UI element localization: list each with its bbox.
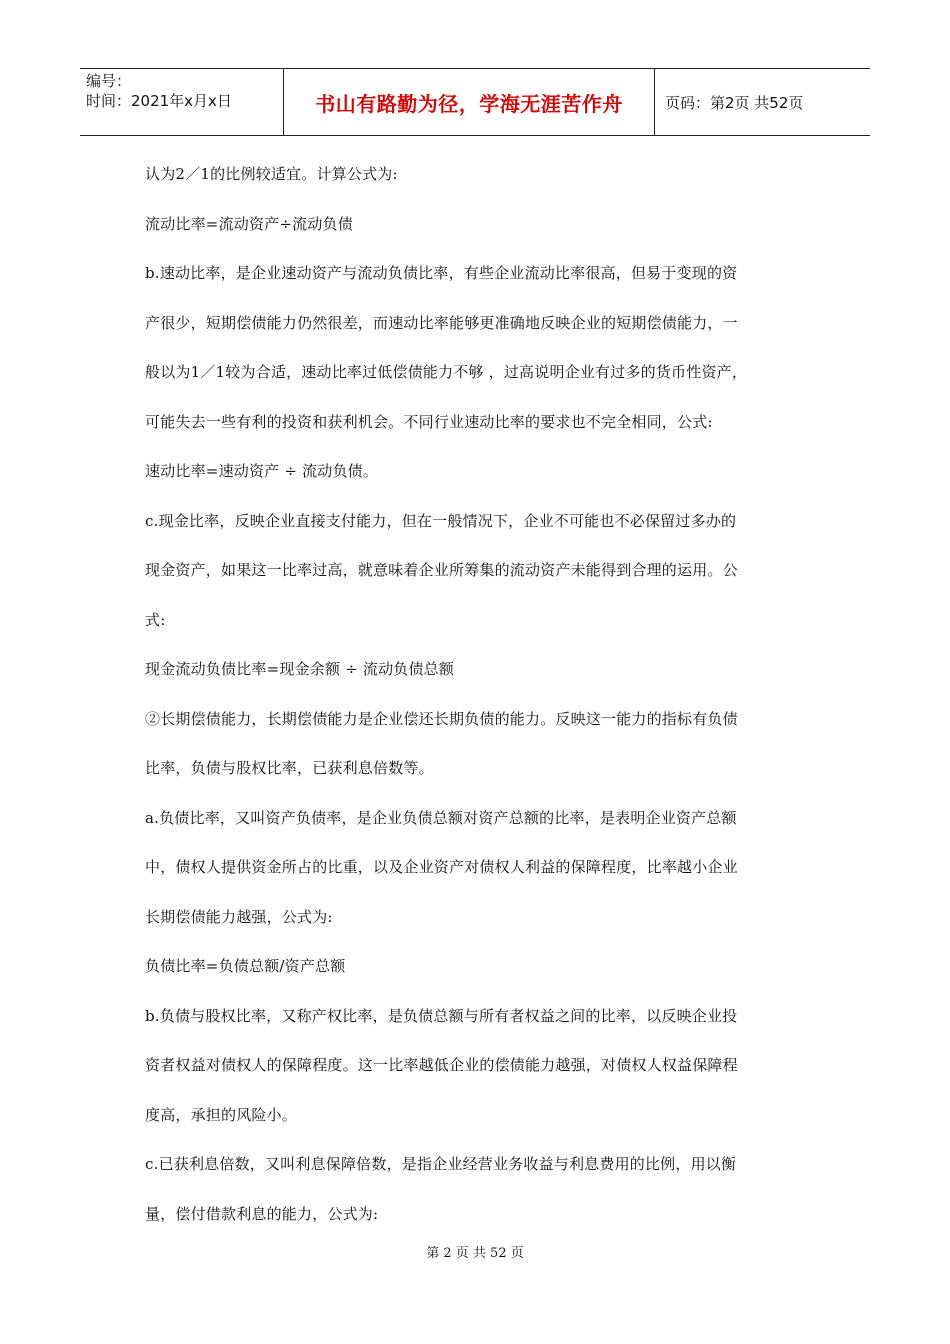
body-line: 资者权益对债权人的保障程度。这一比率越低企业的偿债能力越强，对债权人权益保障程 xyxy=(145,1056,738,1074)
body-line: 式: xyxy=(145,610,166,629)
formula-current-ratio: 流动比率=流动资产÷流动负债 xyxy=(145,214,353,233)
formula-cash-ratio: 现金流动负债比率=现金余额 ÷ 流动负债总额 xyxy=(145,660,455,678)
header-left-cell xyxy=(80,69,283,135)
body-line: 长期偿债能力越强，公式为: xyxy=(145,907,333,926)
body-line: b.负债与股权比率，又称产权比率，是负债总额与所有者权益之间的比率，以反映企业投 xyxy=(145,1006,738,1025)
body-line: ②长期偿债能力，长期偿债能力是企业偿还长期负债的能力。反映这一能力的指标有负债 xyxy=(145,709,738,728)
body-line: c.现金比率，反映企业直接支付能力，但在一般情况下，企业不可能也不必保留过多办的 xyxy=(145,511,737,530)
body-line: b.速动比率，是企业速动资产与流动负债比率，有些企业流动比率很高，但易于变现的资 xyxy=(145,264,738,282)
body-line: 量，偿付借款利息的能力，公式为: xyxy=(145,1204,379,1223)
document-number-label: 编号： xyxy=(86,72,132,90)
body-line: 认为2／1的比例较适宜。计算公式为: xyxy=(145,165,398,183)
body-line: 度高，承担的风险小。 xyxy=(145,1105,298,1124)
body-line: 般以为1／1较为合适，速动比率过低偿债能力不够 ，过高说明企业有过多的货币性资产， xyxy=(145,363,748,381)
formula-debt-ratio: 负债比率=负债总额/资产总额 xyxy=(145,957,346,975)
body-line: 比率，负债与股权比率，已获利息倍数等。 xyxy=(145,759,434,777)
body-line: c.已获利息倍数，又叫利息保障倍数，是指企业经营业务收益与利息费用的比例，用以衡 xyxy=(145,1155,737,1173)
document-body xyxy=(145,150,805,1239)
body-line: 产很少，短期偿债能力仍然很差，而速动比率能够更准确地反映企业的短期偿债能力，一 xyxy=(145,313,738,332)
header-page-info: 页码：第2页 共52页 xyxy=(665,93,804,112)
body-line: a.负债比率，又叫资产负债率，是企业负债总额对资产总额的比率，是表明企业资产总额 xyxy=(145,808,737,827)
page-header xyxy=(80,68,870,136)
page-footer: 第 2 页 共 52 页 xyxy=(426,1246,524,1261)
formula-quick-ratio: 速动比率=速动资产 ÷ 流动负债。 xyxy=(145,462,379,480)
body-line: 可能失去一些有利的投资和获利机会。不同行业速动比率的要求也不完全相同，公式: xyxy=(145,412,713,431)
document-date-label: 时间：2021年x月x日 xyxy=(86,92,232,110)
body-line: 现金资产，如果这一比率过高，就意味着企业所筹集的流动资产未能得到合理的运用。公 xyxy=(145,561,738,579)
header-motto: 书山有路勤为径，学海无涯苦作舟 xyxy=(283,69,655,135)
body-line: 中，债权人提供资金所占的比重，以及企业资产对债权人利益的保障程度，比率越小企业 xyxy=(145,858,738,876)
